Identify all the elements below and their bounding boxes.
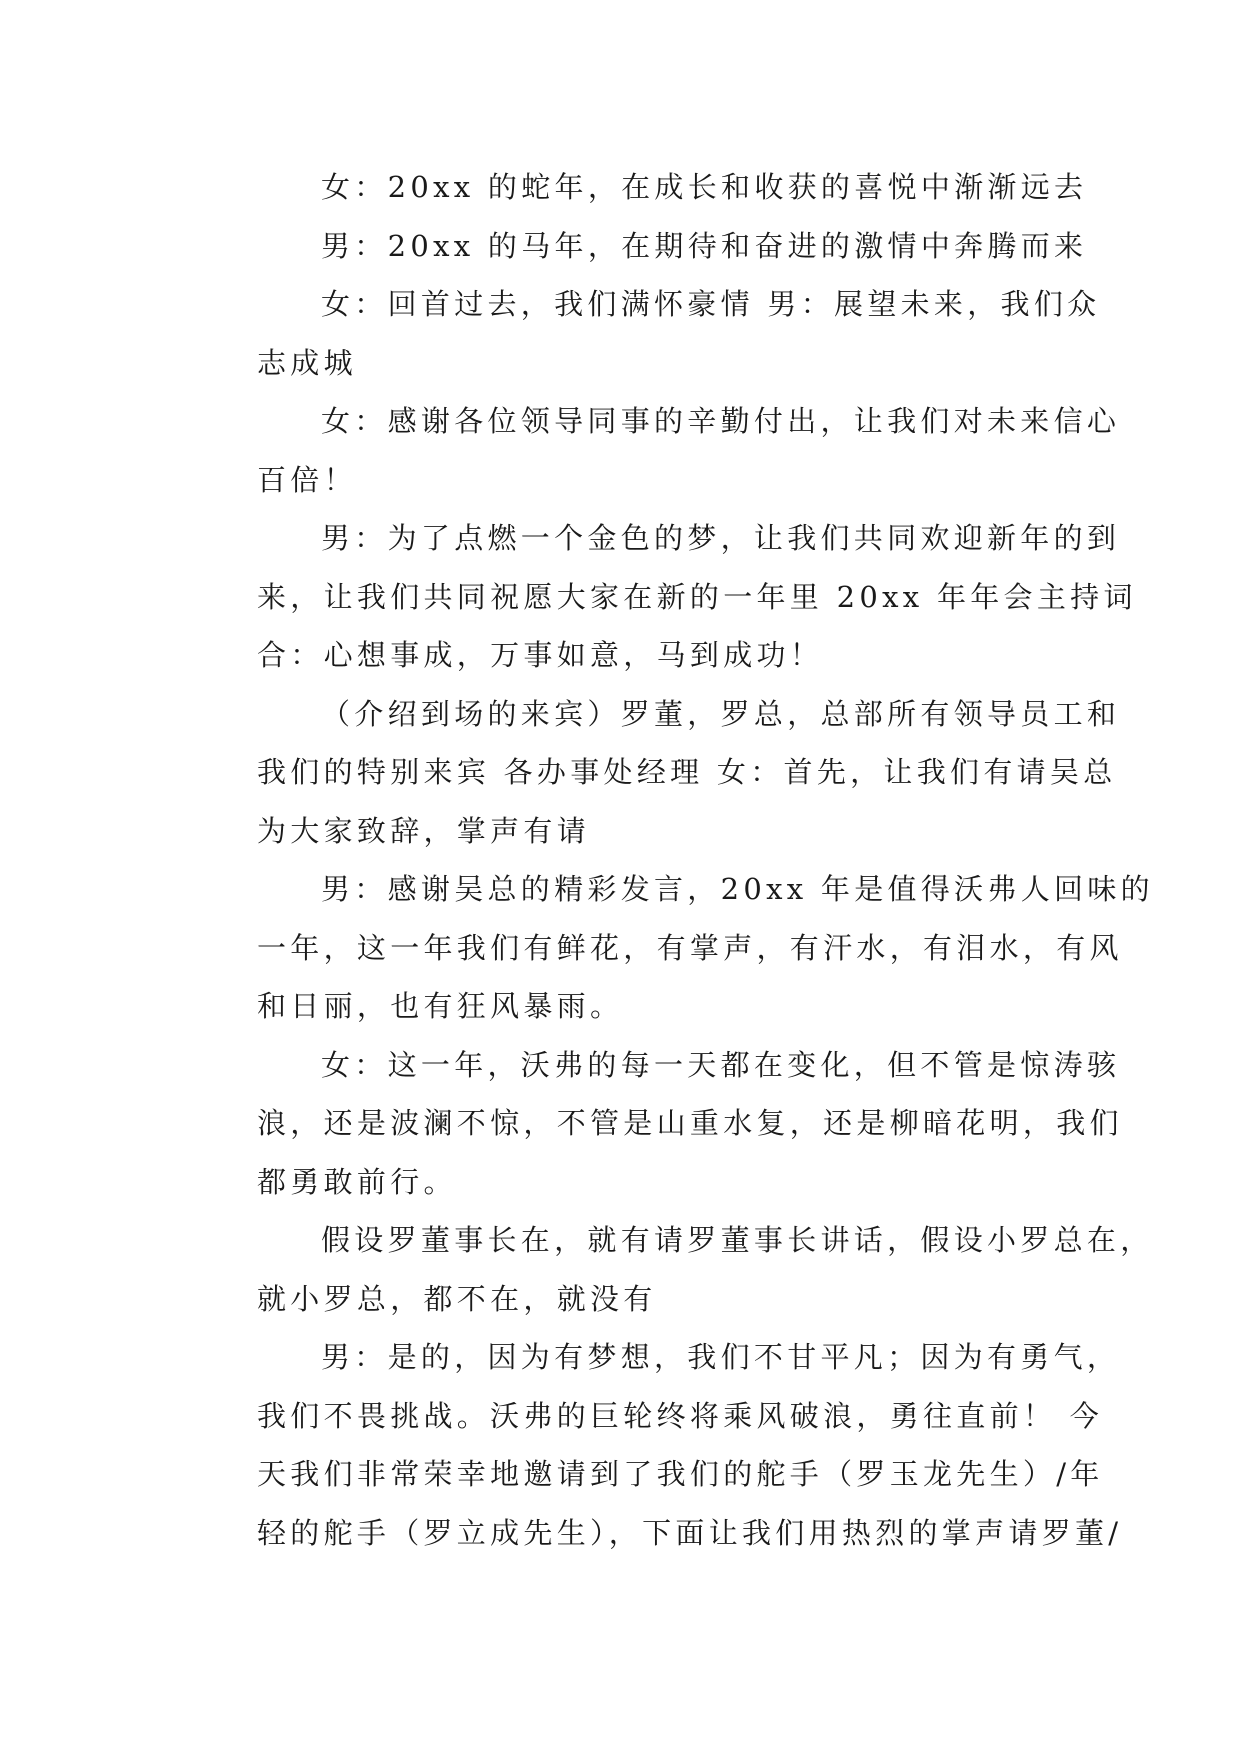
text-line: 一年，这一年我们有鲜花，有掌声，有汗水，有泪水，有风 [257,930,1123,965]
text-line: 女：回首过去，我们满怀豪情 男：展望未来，我们众 [321,287,1101,321]
paragraph [193,275,1101,392]
text-line: 轻的舵手（罗立成先生），下面让我们用热烈的掌声请罗董/ [257,1515,1123,1550]
text-line: （介绍到场的来宾）罗董，罗总，总部所有领导员工和 [321,696,1121,731]
paragraph [193,1328,1123,1562]
text-line: 男：是的，因为有梦想，我们不甘平凡；因为有勇气， [321,1340,1121,1374]
text-line: 男：为了点燃一个金色的梦，让我们共同欢迎新年的到 [321,521,1121,555]
paragraph [193,685,1121,861]
text-line: 为大家致辞，掌声有请 [257,813,591,848]
paragraph [193,217,1088,276]
text-line: 天我们非常荣幸地邀请到了我们的舵手（罗玉龙先生）/年 [257,1457,1104,1491]
text-line: 假设罗董事长在，就有请罗董事长讲话，假设小罗总在， [321,1223,1154,1257]
text-line: 百倍！ [257,462,357,497]
text-line: 男：20xx 的马年，在期待和奋进的激情中奔腾而来 [321,228,1088,263]
paragraph [193,392,1121,509]
text-line: 我们的特别来宾 各办事处经理 女：首先，让我们有请吴总 [257,755,1117,789]
text-line: 女：这一年，沃弗的每一天都在变化，但不管是惊涛骇 [321,1047,1121,1082]
paragraph [193,158,1088,217]
text-line: 就小罗总，都不在，就没有 [257,1281,657,1316]
text-line: 和日丽，也有狂风暴雨。 [257,989,624,1023]
text-line: 男：感谢吴总的精彩发言，20xx 年是值得沃弗人回味的 [321,872,1154,906]
paragraph [193,1036,1123,1212]
text-line: 合：心想事成，万事如意，马到成功！ [257,638,824,672]
paragraph [193,509,1137,685]
text-line: 志成城 [257,345,357,380]
document-body [193,158,1154,1562]
text-line: 我们不畏挑战。沃弗的巨轮终将乘风破浪，勇往直前！ 今 [257,1398,1104,1433]
text-line: 女：20xx 的蛇年，在成长和收获的喜悦中渐渐远去 [321,170,1088,204]
text-line: 浪，还是波澜不惊，不管是山重水复，还是柳暗花明，我们 [257,1106,1123,1140]
text-line: 来，让我们共同祝愿大家在新的一年里 20xx 年年会主持词 [257,579,1137,614]
paragraph [193,1211,1154,1328]
paragraph [193,860,1154,1036]
text-line: 女：感谢各位领导同事的辛勤付出，让我们对未来信心 [321,404,1121,438]
text-line: 都勇敢前行。 [257,1164,457,1199]
